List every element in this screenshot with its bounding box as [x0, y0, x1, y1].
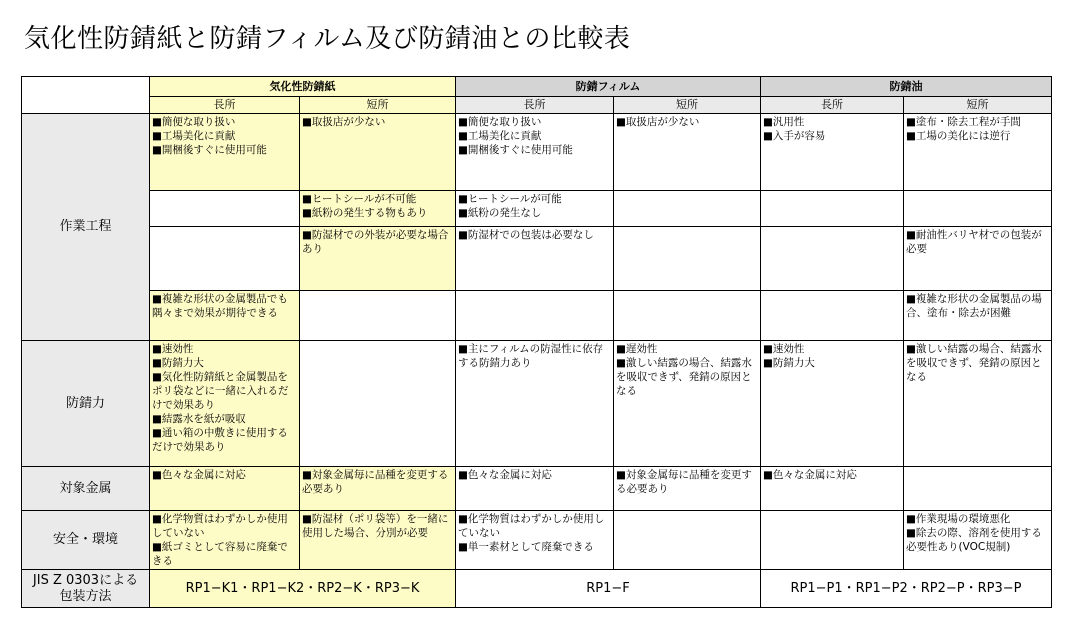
table-cell: ■取扱店が少ない [300, 114, 456, 191]
table-cell: ■取扱店が少ない [614, 114, 761, 191]
table-cell: ■化学物質はわずかしか使用していない ■単一素材として廃棄できる [456, 511, 614, 570]
table-cell: ■作業現場の環境悪化 ■除去の際、溶剤を使用する必要性あり(VOC規制) [904, 511, 1052, 570]
table-cell: ■速効性 ■防錆力大 ■気化性防錆紙と金属製品をポリ袋などに一緒に入れるだけで効果あり ■結露水を紙が吸収 ■通い箱の中敷きに使用するだけで効果あり [150, 341, 300, 467]
row-label-safety: 安全・環境 [22, 511, 150, 570]
table-cell: ■防湿材での包装は必要なし [456, 227, 614, 291]
table-cell: ■対象金属毎に品種を変更する必要あり [300, 467, 456, 511]
subheader-cons: 短所 [614, 97, 761, 114]
table-cell: ■複雑な形状の金属製品でも隅々まで効果が期待できる [150, 291, 300, 341]
jis-method-paper: RP1−K1・RP1−K2・RP2−K・RP3−K [150, 570, 456, 608]
table-cell: ■簡便な取り扱い ■工場美化に貢献 ■開梱後すぐに使用可能 [456, 114, 614, 191]
table-row [22, 114, 1052, 191]
table-cell: ■激しい結露の場合、結露水を吸収できず、発錆の原因となる [904, 341, 1052, 467]
corner-cell-lower [22, 97, 150, 114]
row-label-jis: JIS Z 0303による 包装方法 [22, 570, 150, 608]
table-cell: ■防湿材での外装が必要な場合あり [300, 227, 456, 291]
table-cell: ■汎用性 ■入手が容易 [761, 114, 904, 191]
table-row [22, 227, 1052, 291]
table-row [22, 511, 1052, 570]
table-cell [150, 227, 300, 291]
table-cell [904, 191, 1052, 227]
table-cell: ■色々な金属に対応 [456, 467, 614, 511]
table-cell: ■化学物質はわずかしか使用していない ■紙ゴミとして容易に廃棄できる [150, 511, 300, 570]
table-cell: ■複雑な形状の金属製品の場合、塗布・除去が困難 [904, 291, 1052, 341]
table-cell: ■防湿材（ポリ袋等）を一緒に使用した場合、分別が必要 [300, 511, 456, 570]
table-row [22, 291, 1052, 341]
subheader-pros: 長所 [150, 97, 300, 114]
table-cell: ■速効性 ■防錆力大 [761, 341, 904, 467]
table-cell: ■塗布・除去工程が手間 ■工場の美化には逆行 [904, 114, 1052, 191]
table-cell [614, 291, 761, 341]
table-cell [614, 227, 761, 291]
table-row [22, 467, 1052, 511]
table-cell [761, 227, 904, 291]
table-cell [456, 291, 614, 341]
row-label-rust: 防錆力 [22, 341, 150, 467]
table-cell [614, 191, 761, 227]
table-cell [761, 191, 904, 227]
table-cell: ■耐油性バリヤ材での包装が必要 [904, 227, 1052, 291]
table-row [22, 191, 1052, 227]
header-oil: 防錆油 [761, 77, 1052, 97]
subheader-pros: 長所 [456, 97, 614, 114]
table-cell [761, 511, 904, 570]
comparison-table [21, 76, 1052, 608]
corner-cell [22, 77, 150, 97]
table-cell: ■ヒートシールが可能 ■紙粉の発生なし [456, 191, 614, 227]
subheader-pros: 長所 [761, 97, 904, 114]
table-row [22, 341, 1052, 467]
subheader-cons: 短所 [300, 97, 456, 114]
table-cell: ■色々な金属に対応 [150, 467, 300, 511]
table-cell [904, 467, 1052, 511]
jis-method-film: RP1−F [456, 570, 761, 608]
table-cell: ■遅効性 ■激しい結露の場合、結露水を吸収できず、発錆の原因となる [614, 341, 761, 467]
table-cell: ■ヒートシールが不可能 ■紙粉の発生する物もあり [300, 191, 456, 227]
table-cell: ■色々な金属に対応 [761, 467, 904, 511]
subheader-cons: 短所 [904, 97, 1052, 114]
table-cell [761, 291, 904, 341]
table-cell: ■簡便な取り扱い ■工場美化に貢献 ■開梱後すぐに使用可能 [150, 114, 300, 191]
table-cell [300, 341, 456, 467]
table-row [22, 570, 1052, 608]
header-film: 防錆フィルム [456, 77, 761, 97]
table-cell: ■対象金属毎に品種を変更する必要あり [614, 467, 761, 511]
table-cell [614, 511, 761, 570]
page-title: 気化性防錆紙と防錆フィルム及び防錆油との比較表 [24, 24, 631, 54]
jis-method-oil: RP1−P1・RP1−P2・RP2−P・RP3−P [761, 570, 1052, 608]
row-label-metal: 対象金属 [22, 467, 150, 511]
table-cell [150, 191, 300, 227]
table-cell [300, 291, 456, 341]
row-label-work: 作業工程 [22, 114, 150, 341]
table-cell: ■主にフィルムの防湿性に依存する防錆力あり [456, 341, 614, 467]
header-paper: 気化性防錆紙 [150, 77, 456, 97]
